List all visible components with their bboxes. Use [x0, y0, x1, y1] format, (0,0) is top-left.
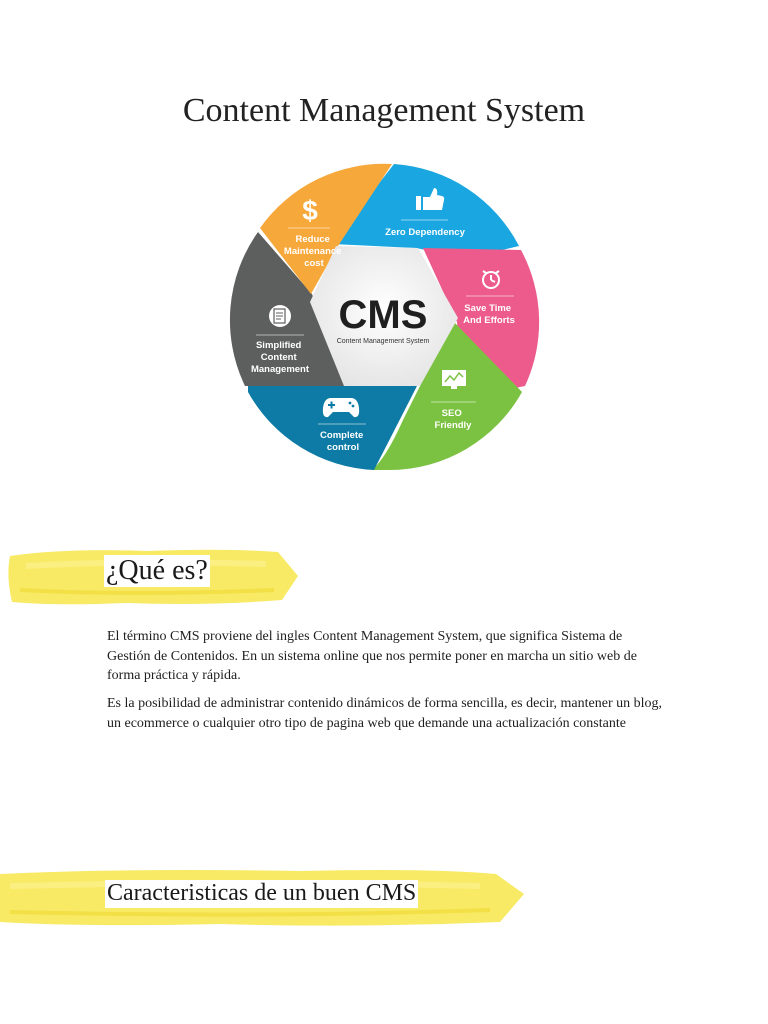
cms-center-subtitle: Content Management System — [336, 338, 430, 345]
document-icon — [269, 305, 291, 327]
label-simplified-content: Simplified Content Management — [250, 340, 310, 375]
cms-center-title: CMS — [338, 293, 428, 337]
label-seo-friendly: SEO Friendly — [434, 408, 472, 431]
label-reduce-maintenance: Reduce Maintenance cost — [283, 234, 342, 269]
label-zero-dependency: Zero Dependency — [385, 227, 465, 238]
paragraph-1: El término CMS proviene del ingles Content Management System, que significa Sistema de Gestión de Contenidos. En un sistema online que nos permite poner en marcha un sitio web de forma práctica y rápida. — [107, 629, 637, 683]
label-save-time: Save Time And Efforts — [463, 303, 515, 326]
page-title: Content Management System — [182, 92, 586, 129]
dollar-icon — [302, 195, 318, 226]
section-heading-caracteristicas: Caracteristicas de un buen CMS — [107, 880, 417, 906]
section-heading-que-es: ¿Qué es? — [106, 555, 208, 586]
svg-text:$: $ — [302, 195, 318, 226]
label-complete-control: Complete control — [320, 430, 364, 453]
paragraph-2: Es la posibilidad de administrar contenido dinámicos de forma sencilla, es decir, mantener un blog, un ecommerce o cualquier otro tipo de pagina web que demande una actualización constante — [107, 696, 663, 731]
cms-diagram — [226, 158, 542, 474]
